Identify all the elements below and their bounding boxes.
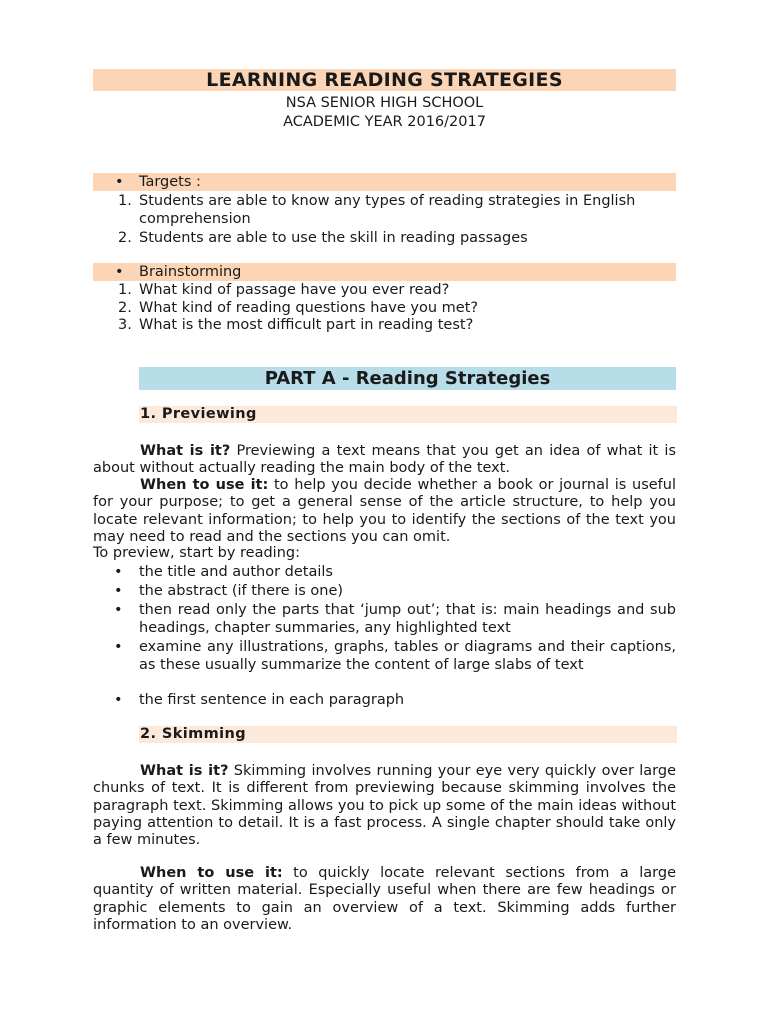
list-item: • examine any illustrations, graphs, tables or diagrams and their captions, as these usually summarize the content of large slabs of text	[114, 639, 676, 673]
when-label: When to use it:	[140, 477, 269, 493]
brainstorming-heading	[93, 263, 676, 281]
list-item: • the first sentence in each paragraph	[114, 692, 405, 708]
bullet-icon: •	[114, 692, 123, 708]
targets-heading-label: Targets :	[139, 174, 201, 190]
bullet-icon: •	[114, 564, 123, 580]
bullet-icon: •	[115, 174, 124, 190]
list-item: 2. What kind of reading questions have you met?	[118, 300, 479, 316]
skimming-heading: 2. Skimming	[139, 726, 677, 743]
list-item: 1. Students are able to know any types of reading strategies in English comprehension	[118, 193, 636, 227]
list-item: 2. Students are able to use the skill in reading passages	[118, 230, 528, 246]
brainstorming-heading-label: Brainstorming	[139, 264, 242, 280]
part-a-title: PART A - Reading Strategies	[139, 367, 676, 390]
skimming-when-paragraph: When to use it: to quickly locate relevant sections from a large quantity of written material. Especially useful when there are few headings or graphic elements to gain an overview of a text. Skimming adds further information to an overview.	[93, 865, 676, 933]
list-item: 3. What is the most difficult part in reading test?	[118, 317, 474, 333]
previewing-intro: To preview, start by reading:	[93, 545, 300, 561]
skimming-what-paragraph: What is it? Skimming involves running your eye very quickly over large chunks of text. It is different from previewing because skimming involves the paragraph text. Skimming allows you to pick up some of the main ideas without paying attention to detail. It is a fast process. A single chapter should take only a few minutes.	[93, 763, 676, 849]
previewing-when-paragraph: When to use it: to help you decide whether a book or journal is useful for your purpose; to get a general sense of the article structure, to help you locate relevant information; to help you to identify the sections of the text you may need to read and the sections you can omit.	[93, 477, 676, 545]
school-name: NSA SENIOR HIGH SCHOOL	[285, 95, 484, 111]
when-label: When to use it:	[140, 865, 283, 881]
document-title: LEARNING READING STRATEGIES	[93, 69, 676, 91]
list-item: • then read only the parts that ‘jump out’; that is: main headings and sub headings, chapter summaries, any highlighted text	[114, 602, 676, 636]
what-label: What is it?	[140, 763, 229, 779]
bullet-icon: •	[115, 264, 124, 280]
list-item: 1. What kind of passage have you ever read?	[118, 282, 450, 298]
list-item: • the abstract (if there is one)	[114, 583, 344, 599]
bullet-icon: •	[114, 602, 123, 618]
what-label: What is it?	[140, 443, 231, 459]
list-item: • the title and author details	[114, 564, 333, 580]
previewing-heading: 1. Previewing	[139, 406, 677, 423]
bullet-icon: •	[114, 583, 123, 599]
previewing-what-paragraph: What is it? Previewing a text means that you get an idea of what it is about without actually reading the main body of the text.	[93, 443, 677, 477]
academic-year: ACADEMIC YEAR 2016/2017	[283, 114, 486, 130]
bullet-icon: •	[114, 639, 123, 655]
targets-heading	[93, 173, 676, 191]
